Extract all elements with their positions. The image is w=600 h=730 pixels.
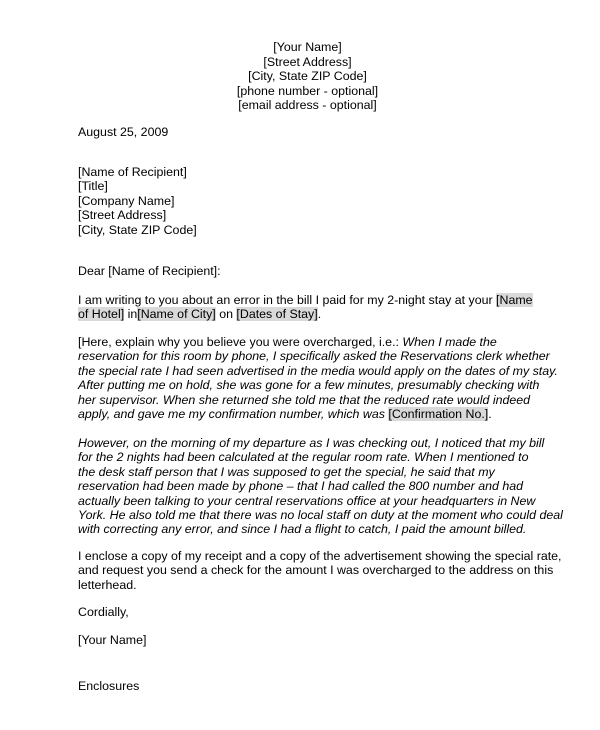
paragraph-2-line-5: her supervisor. When she returned she told me that the reduced rate would indeed [78,392,531,407]
hotel-name-field-cont: of Hotel] [78,307,125,322]
signature: [Your Name] [78,633,147,647]
paragraph-1-line-2 [78,307,558,321]
closing-block [78,605,558,619]
paragraph-4-line-2: and request you send a check for the amount I was overcharged to the address on this [78,563,554,578]
sender-city-state-zip: [City, State ZIP Code] [248,69,367,84]
paragraph-1-in: in [124,307,138,322]
sender-street: [Street Address] [263,54,352,69]
paragraph-3-line-7 [78,522,558,536]
signature-block [78,633,558,647]
recipient-street: [Street Address] [78,208,167,223]
paragraph-2-line-6 [78,407,558,421]
paragraph-3-line-7-text: with correcting any error, and since I had a flight to catch, I paid the amount billed. [78,522,527,537]
salutation: Dear [Name of Recipient]: [78,264,221,278]
paragraph-1 [78,293,558,322]
paragraph-3-line-6: York. He also told me that there was no local staff on duty at the moment who could deal [78,507,563,522]
paragraph-2-intro: [Here, explain why you believe you were overcharged, i.e.: [78,335,403,349]
paragraph-4 [78,549,562,592]
paragraph-2-line-6-text: apply, and gave me my confirmation number, which was [78,406,389,421]
paragraph-3-line-5: actually been talking to your central reservations office at your headquarters in New [78,493,536,508]
paragraph-2-end: . [488,406,492,421]
paragraph-3-line-2: for the 2 nights had been calculated at the regular room rate. When I mentioned to [78,450,529,465]
recipient-title: [Title] [78,179,108,194]
sender-name: [Your Name] [273,40,342,54]
paragraph-1-on: on [215,307,237,322]
paragraph-3-line-3: the desk staff person that I was supposed to get the special, he said that my [78,464,495,479]
salutation-block [78,264,558,278]
recipient-name: [Name of Recipient] [78,165,187,179]
city-field: [Name of City] [137,307,216,322]
sender-phone: [phone number - optional] [236,83,379,98]
hotel-name-field: [Name [496,293,533,307]
dates-of-stay-field: [Dates of Stay] [236,307,318,322]
enclosures-block [78,679,558,693]
enclosures: Enclosures [78,679,140,693]
recipient-company: [Company Name] [78,193,175,208]
confirmation-number-field: [Confirmation No.] [388,406,489,421]
paragraph-2-line-4: After putting me on hold, she was gone for a few minutes, presumably checking with [78,378,540,393]
paragraph-2-line-2: reservation for this room by phone, I specifically asked the Reservations clerk whether [78,349,550,364]
recipient-city-state-zip: [City, State ZIP Code] [78,222,197,237]
paragraph-2-line-1 [78,335,558,349]
closing: Cordially, [78,605,129,619]
paragraph-1-end: . [317,307,322,322]
paragraph-4-line-3: letterhead. [78,577,137,592]
paragraph-3-line-4: reservation had been made by phone – that I had called the 800 number and had [78,479,524,494]
letter-date-block [78,125,558,139]
sender-email: [email address - optional] [238,98,377,113]
paragraph-2 [78,335,558,421]
paragraph-3-line-1: However, on the morning of my departure as I was checking out, I noticed that my bill [78,436,545,450]
paragraph-1-line-1 [78,293,558,307]
paragraph-2-italic-start: When I made the [402,335,497,349]
recipient-block [78,165,558,237]
paragraph-4-line-1: I enclose a copy of my receipt and a copy of the advertisement showing the special rate, [78,549,562,563]
paragraph-2-line-3: the special rate I had seen advertised in the media would apply on the dates of my stay. [78,363,558,378]
paragraph-1-text: I am writing to you about an error in the bill I paid for my 2-night stay at your [78,293,497,307]
paragraph-3 [78,436,563,537]
sender-block [0,40,600,113]
letter-date: August 25, 2009 [78,125,169,139]
